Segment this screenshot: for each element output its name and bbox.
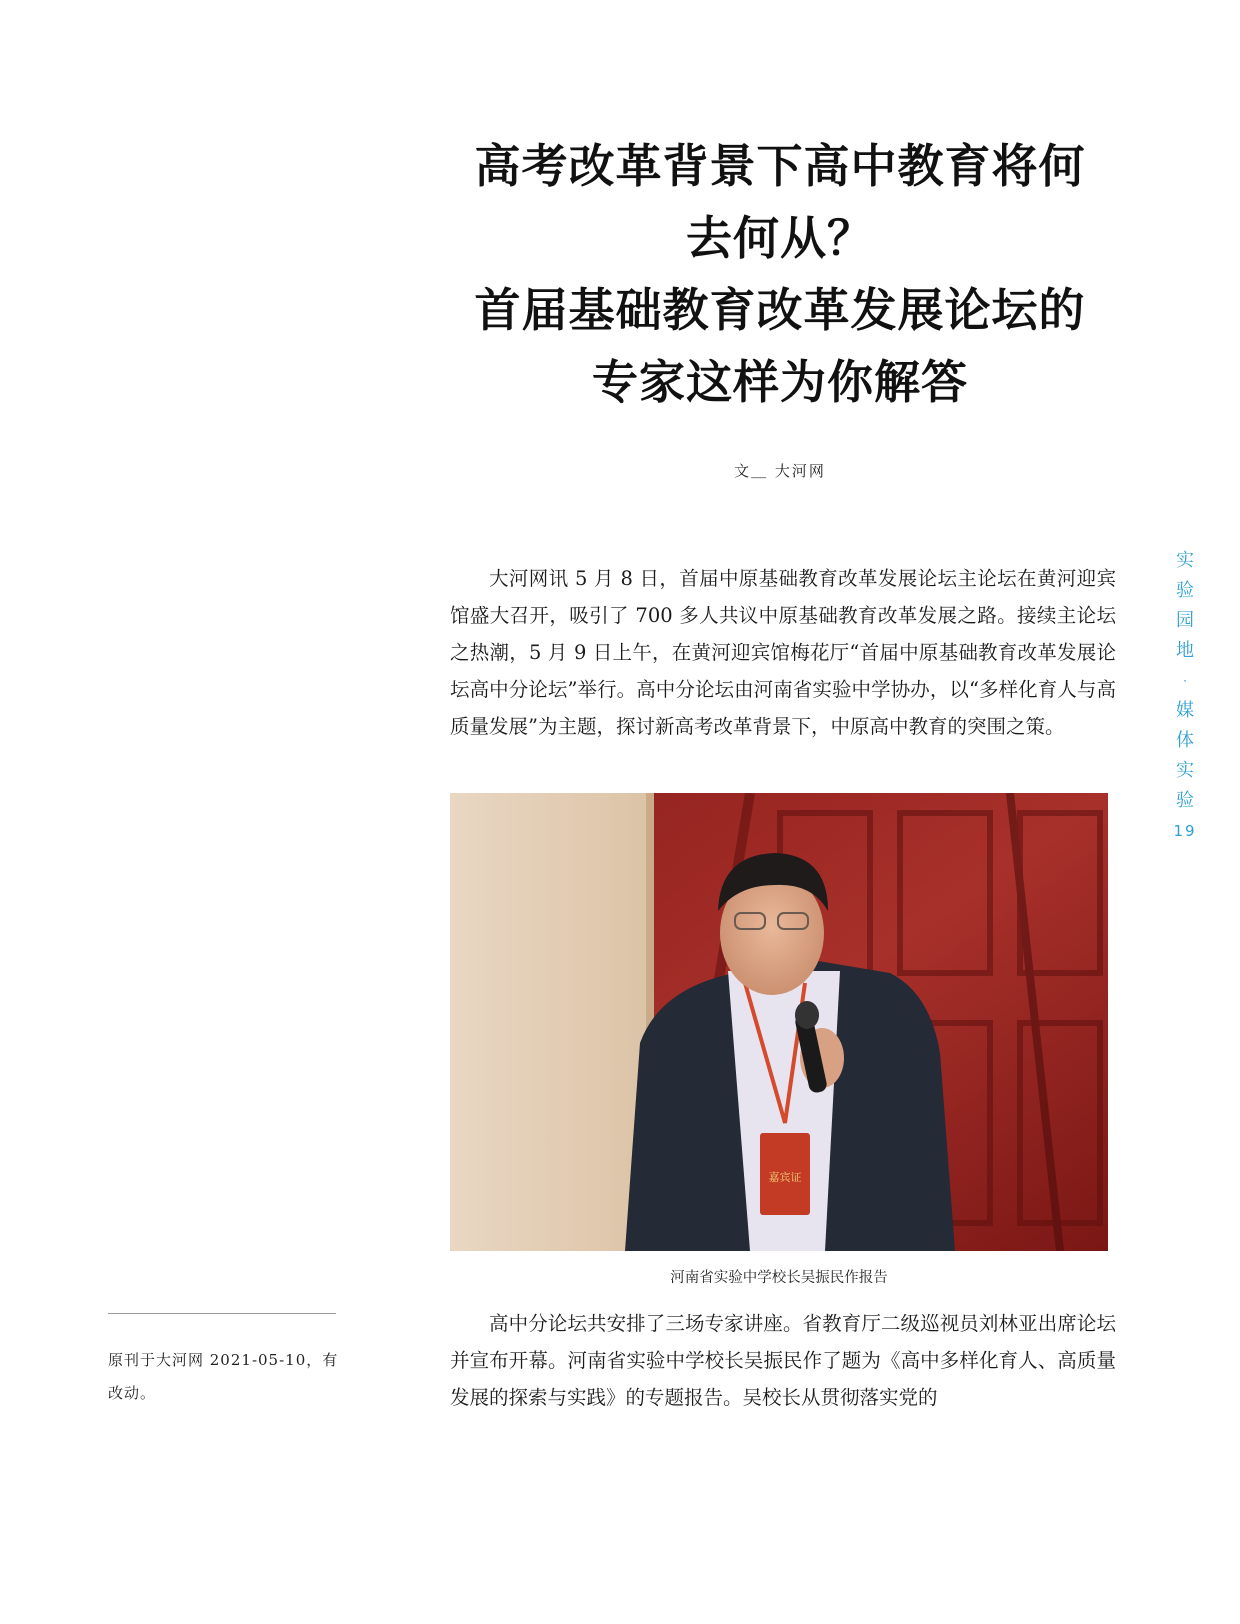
section-tab bbox=[1170, 546, 1200, 840]
byline: 文＿ 大河网 bbox=[734, 462, 826, 480]
article-title bbox=[440, 130, 1120, 418]
section-char: 验 bbox=[1176, 580, 1194, 601]
section-char: 园 bbox=[1176, 610, 1194, 631]
title-line-3: 首届基础教育改革发展论坛的 bbox=[474, 283, 1086, 337]
section-char: 验 bbox=[1176, 790, 1194, 811]
page-number: 19 bbox=[1173, 822, 1197, 840]
title-line-4: 专家这样为你解答 bbox=[592, 355, 968, 409]
section-separator: · bbox=[1183, 674, 1187, 688]
badge-text: 嘉宾证 bbox=[768, 1171, 802, 1184]
photo-caption: 河南省实验中学校长吴振民作报告 bbox=[670, 1270, 888, 1286]
section-char: 媒 bbox=[1176, 700, 1194, 721]
section-char: 实 bbox=[1176, 550, 1194, 571]
speaker-photo bbox=[450, 793, 1108, 1251]
section-char: 体 bbox=[1176, 730, 1194, 751]
section-char: 地 bbox=[1176, 640, 1194, 661]
sidebar-divider bbox=[108, 1313, 336, 1314]
paragraph-intro: 大河网讯 5 月 8 日，首届中原基础教育改革发展论坛主论坛在黄河迎宾馆盛大召开，吸引了 700 多人共议中原基础教育改革发展之路。接续主论坛之热潮，5 月 9 日上午，在黄河迎宾馆梅花厅“首届中原基础教育改革发展论坛高中分论坛”举行。高中分论坛由河南省实验中学协办，以“多样化育人与高质量发展”为主题，探讨新高考改革背景下，中原高中教育的突围之策。 bbox=[450, 567, 1116, 738]
sidebar-source-note: 原刊于大河网 2021-05-10，有改动。 bbox=[108, 1351, 339, 1402]
title-line-1: 高考改革背景下高中教育将何 bbox=[474, 139, 1086, 193]
section-char: 实 bbox=[1176, 760, 1194, 781]
title-line-2: 去何从？ bbox=[686, 211, 874, 265]
paragraph-body: 高中分论坛共安排了三场专家讲座。省教育厅二级巡视员刘林亚出席论坛并宣布开幕。河南省实验中学校长吴振民作了题为《高中多样化育人、高质量发展的探索与实践》的专题报告。吴校长从贯彻落实党的 bbox=[450, 1312, 1116, 1409]
